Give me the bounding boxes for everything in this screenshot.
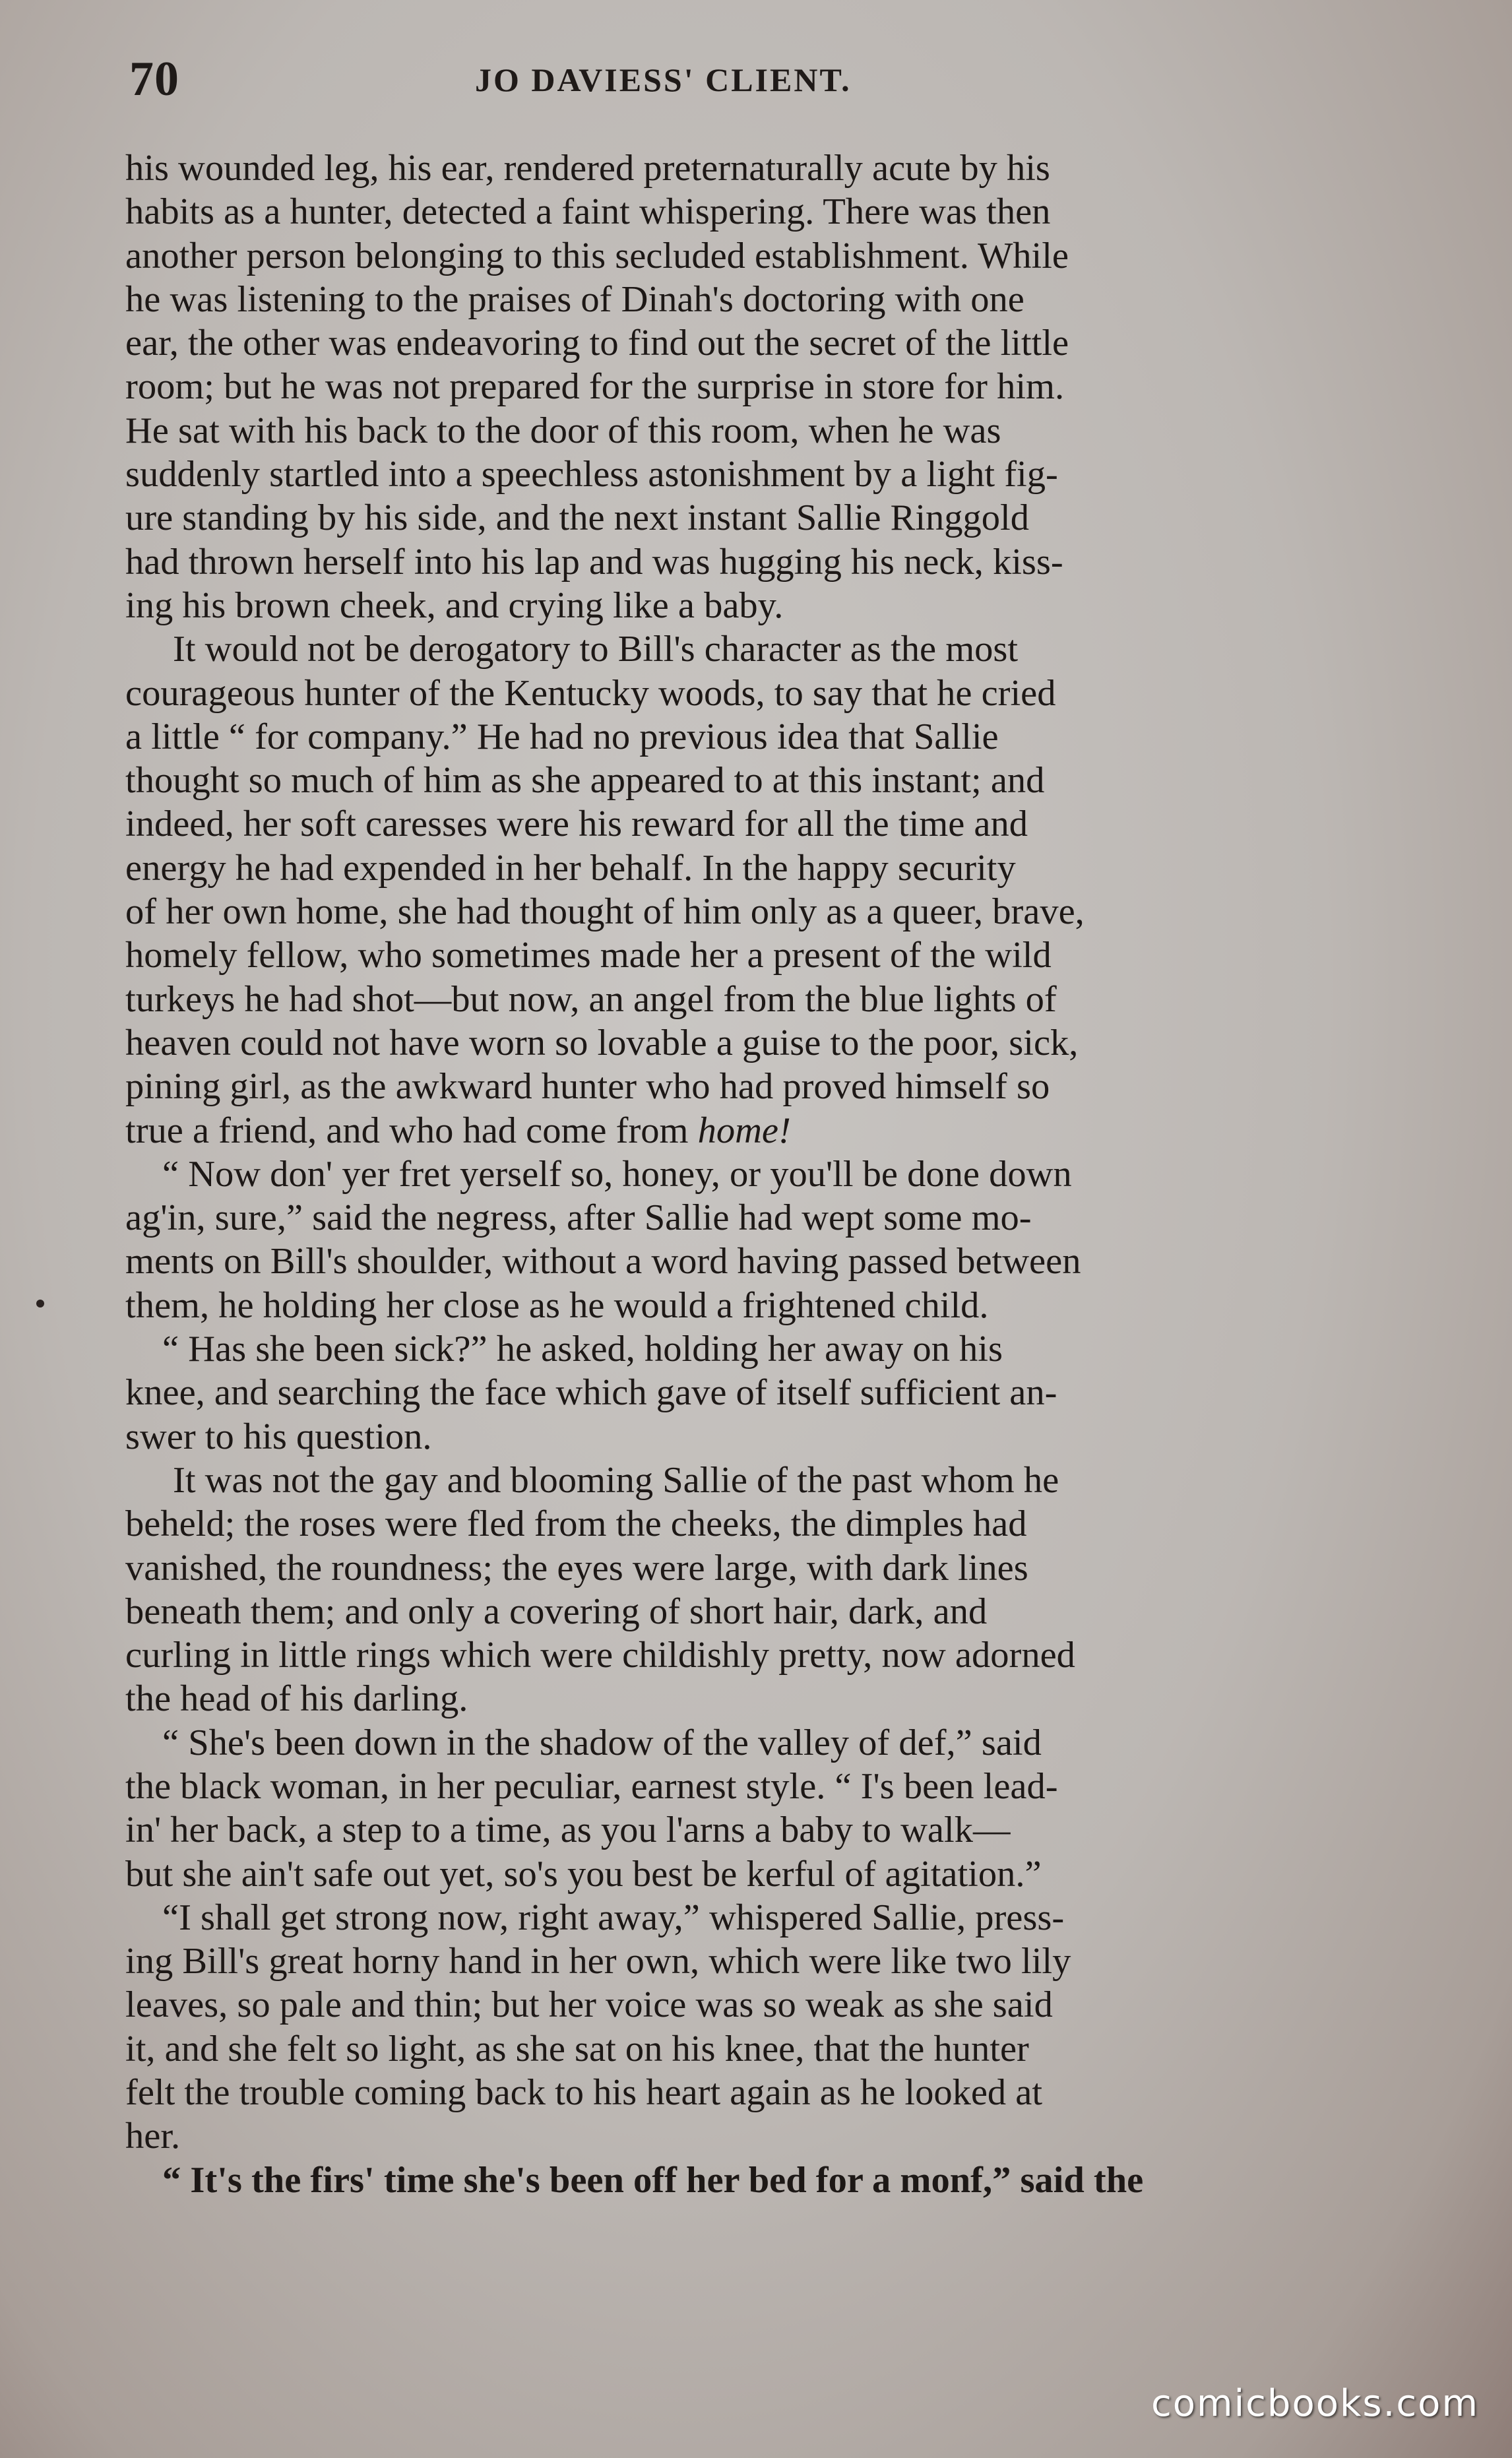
paragraph [125, 1721, 1405, 1896]
paragraph [125, 1896, 1405, 2159]
paragraph [125, 2159, 1405, 2202]
text-line: another person belonging to this secluded establishment. While [125, 235, 1069, 276]
text-line: homely fellow, who sometimes made her a present of the wild [125, 935, 1052, 976]
text-line: her. [125, 2116, 181, 2157]
body-text [125, 146, 1405, 2202]
text-line: It would not be derogatory to Bill's character as the most [173, 629, 1019, 670]
text-line: the black woman, in her peculiar, earnest style. “ I's been lead- [125, 1765, 1058, 1807]
text-span: true a friend, and who had come from [125, 1110, 698, 1151]
text-line: “ Has she been sick?” he asked, holding her away on his [162, 1329, 1003, 1370]
text-line: ag'in, sure,” said the negress, after Sallie had wept some mo- [125, 1197, 1032, 1239]
italic-word: home! [697, 1110, 791, 1151]
text-line: suddenly startled into a speechless astonishment by a light fig- [125, 454, 1058, 495]
text-line: leaves, so pale and thin; but her voice was so weak as she said [125, 1984, 1053, 2026]
text-line: “ It's the firs' time she's been off her bed for a monf,” said the [162, 2159, 1144, 2201]
text-line [125, 1109, 1405, 1152]
text-line: his wounded leg, his ear, rendered preternaturally acute by his [125, 148, 1050, 189]
running-title: JO DAVIESS' CLIENT. [475, 61, 852, 98]
text-line: ure standing by his side, and the next instant Sallie Ringgold [125, 497, 1029, 539]
text-line: courageous hunter of the Kentucky woods, to say that he cried [125, 672, 1056, 714]
text-line: of her own home, she had thought of him only as a queer, brave, [125, 891, 1085, 933]
text-line: room; but he was not prepared for the surprise in store for him. [125, 366, 1065, 408]
text-line: ing Bill's great horny hand in her own, which were like two lily [125, 1941, 1071, 1982]
text-line: “ Now don' yer fret yerself so, honey, or you'll be done down [162, 1153, 1072, 1195]
text-line: beheld; the roses were fled from the cheeks, the dimples had [125, 1503, 1027, 1545]
text-line: vanished, the roundness; the eyes were large, with dark lines [125, 1547, 1028, 1589]
text-line: It was not the gay and blooming Sallie of the past whom he [173, 1459, 1059, 1501]
text-line: “I shall get strong now, right away,” whispered Sallie, press- [162, 1897, 1065, 1938]
text-line: a little “ for company.” He had no previous idea that Sallie [125, 716, 999, 757]
text-line: felt the trouble coming back to his heart again as he looked at [125, 2072, 1043, 2114]
text-line: He sat with his back to the door of this room, when he was [125, 410, 1001, 451]
paragraph [125, 1459, 1405, 1721]
text-line: turkeys he had shot—but now, an angel from the blue lights of [125, 978, 1057, 1020]
text-line: the head of his darling. [125, 1678, 468, 1720]
text-line: “ She's been down in the shadow of the valley of def,” said [162, 1722, 1042, 1763]
paragraph [125, 1327, 1405, 1459]
text-line: he was listening to the praises of Dinah's doctoring with one [125, 278, 1024, 320]
paragraph [125, 146, 1405, 627]
text-line: curling in little rings which were childishly pretty, now adorned [125, 1635, 1075, 1676]
ink-dot [36, 1300, 44, 1308]
paragraph [125, 627, 1405, 1152]
text-line: beneath them; and only a covering of short hair, dark, and [125, 1591, 988, 1632]
text-line: but she ain't safe out yet, so's you best be kerful of agitation.” [125, 1853, 1042, 1895]
text-line: swer to his question. [125, 1416, 432, 1457]
text-line: had thrown herself into his lap and was hugging his neck, kiss- [125, 541, 1063, 583]
text-line: heaven could not have worn so lovable a guise to the poor, sick, [125, 1022, 1079, 1063]
paragraph [125, 1152, 1405, 1327]
text-line: thought so much of him as she appeared to at this instant; and [125, 760, 1045, 802]
text-line: ear, the other was endeavoring to find out the secret of the little [125, 323, 1069, 364]
text-line: ing his brown cheek, and crying like a baby. [125, 584, 784, 626]
text-line: pining girl, as the awkward hunter who had proved himself so [125, 1066, 1050, 1108]
watermark: comicbooks.com [1150, 2382, 1479, 2425]
text-line: ments on Bill's shoulder, without a word having passed between [125, 1241, 1081, 1282]
text-line: in' her back, a step to a time, as you l'arns a baby to walk— [125, 1810, 1011, 1851]
text-line: knee, and searching the face which gave of itself sufficient an- [125, 1372, 1057, 1414]
text-line: indeed, her soft caresses were his reward for all the time and [125, 804, 1028, 845]
page-number: 70 [129, 52, 179, 106]
text-line: it, and she felt so light, as she sat on his knee, that the hunter [125, 2028, 1029, 2069]
text-line: energy he had expended in her behalf. In the happy security [125, 847, 1016, 889]
text-line: them, he holding her close as he would a frightened child. [125, 1284, 989, 1326]
text-line: habits as a hunter, detected a faint whispering. There was then [125, 191, 1051, 233]
